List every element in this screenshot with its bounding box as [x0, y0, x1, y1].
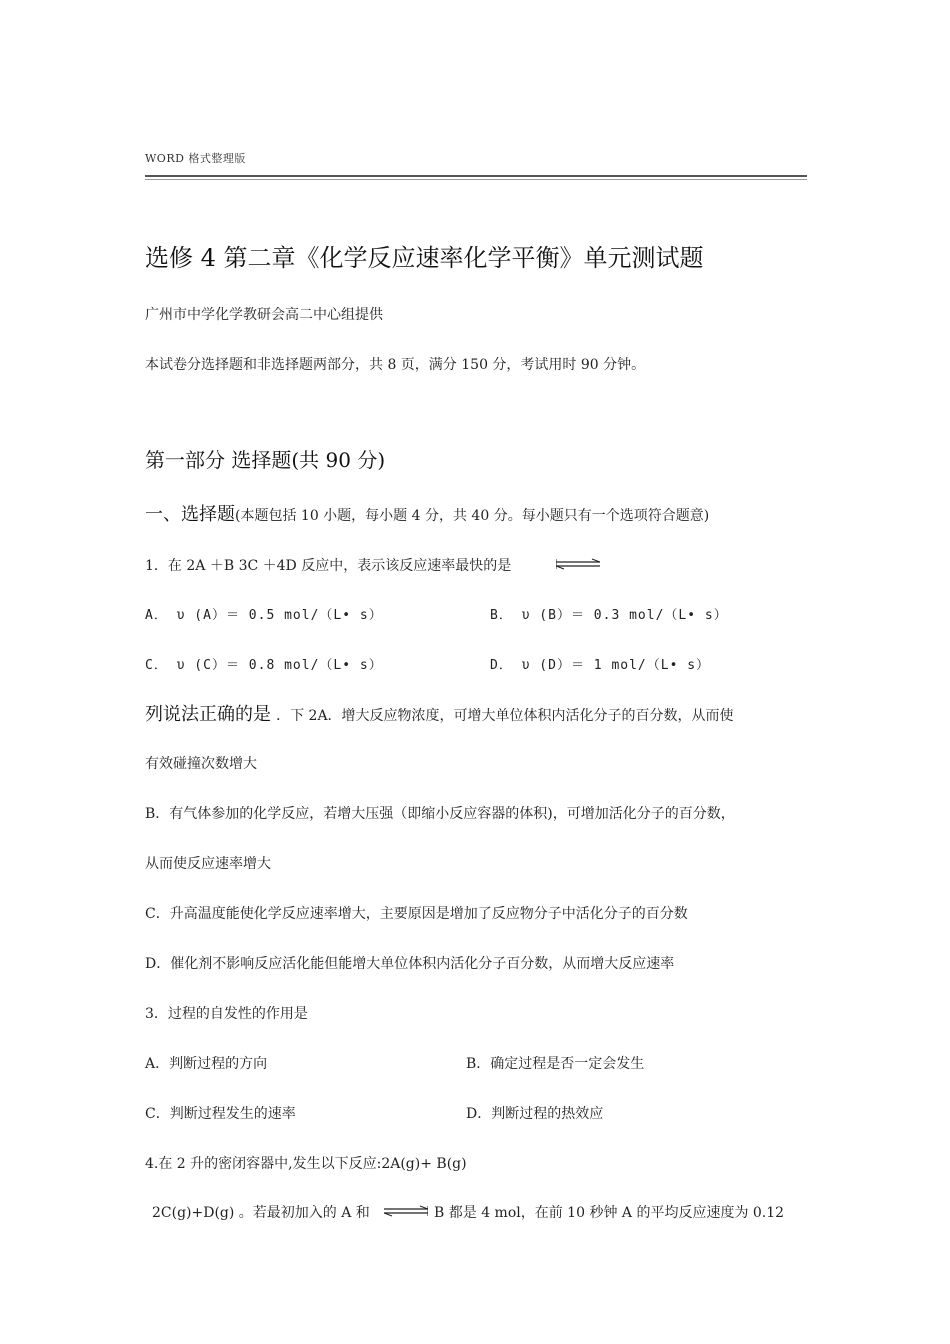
q1-option-b: B． υ (B）＝ 0.3 mol/（L• s）	[490, 608, 728, 623]
page-header: WORD 格式整理版	[145, 152, 246, 165]
section-heading-note: (本题包括 10 小题，每小题 4 分，共 40 分。每小题只有一个选项符合题意)	[235, 508, 710, 524]
q1-option-d: D． υ (D）＝ 1 mol/（L• s）	[490, 658, 711, 673]
q2-option-d: D．催化剂不影响反应活化能但能增大单位体积内活化分子百分数，从而增大反应速率	[145, 956, 675, 972]
section-heading	[145, 500, 709, 526]
q4-stem: 4.在 2 升的密闭容器中,发生以下反应:2A(g)+ B(g)	[145, 1156, 467, 1172]
q2-option-b-cont: 从而使反应速率增大	[145, 856, 271, 872]
q1-option-c: C． υ (C）＝ 0.8 mol/（L• s）	[145, 658, 383, 673]
q4-line2-left: 2C(g)+D(g) 。若最初加入的 A 和	[152, 1205, 370, 1221]
intro-line: 本试卷分选择题和非选择题两部分，共 8 页，满分 150 分，考试用时 90 分钟。	[145, 357, 646, 373]
provider-line: 广州市中学化学教研会高二中心组提供	[145, 307, 383, 323]
equilibrium-arrow-icon	[556, 558, 600, 570]
q3-option-c: C．判断过程发生的速率	[145, 1106, 296, 1122]
q1-option-a: A． υ (A）＝ 0.5 mol/（L• s）	[145, 608, 383, 623]
q2-lead: 列说法正确的是	[145, 704, 271, 725]
q2-option-b: B．有气体参加的化学反应，若增大压强（即缩小反应容器的体积)，可增加活化分子的百分数，	[145, 806, 735, 822]
q1-stem: 1．在 2A ＋B 3C ＋4D 反应中，表示该反应速率最快的是	[145, 558, 512, 574]
equilibrium-arrow-icon	[384, 1205, 428, 1217]
q3-option-b: B．确定过程是否一定会发生	[466, 1056, 645, 1072]
page-title: 选修 4 第二章《化学反应速率化学平衡》单元测试题	[145, 244, 704, 272]
q3-stem: 3．过程的自发性的作用是	[145, 1006, 308, 1022]
q2-option-c: C．升高温度能使化学反应速率增大，主要原因是增加了反应物分子中活化分子的百分数	[145, 906, 688, 922]
q2-option-a: ．下 2A．增大反应物浓度，可增大单位体积内活化分子的百分数，从而使	[276, 708, 734, 724]
q3-option-d: D．判断过程的热效应	[466, 1106, 604, 1122]
section-heading-label: 一、选择题	[145, 504, 235, 525]
header-rule-thin	[145, 179, 807, 180]
q2-stem	[145, 700, 734, 726]
q2-option-a-cont: 有效碰撞次数增大	[145, 756, 257, 772]
header-rule	[145, 175, 807, 177]
q3-option-a: A．判断过程的方向	[145, 1056, 268, 1072]
part-heading: 第一部分 选择题(共 90 分)	[145, 448, 386, 472]
q4-line2-right: B 都是 4 mol，在前 10 秒钟 A 的平均反应速度为 0.12	[434, 1205, 785, 1221]
